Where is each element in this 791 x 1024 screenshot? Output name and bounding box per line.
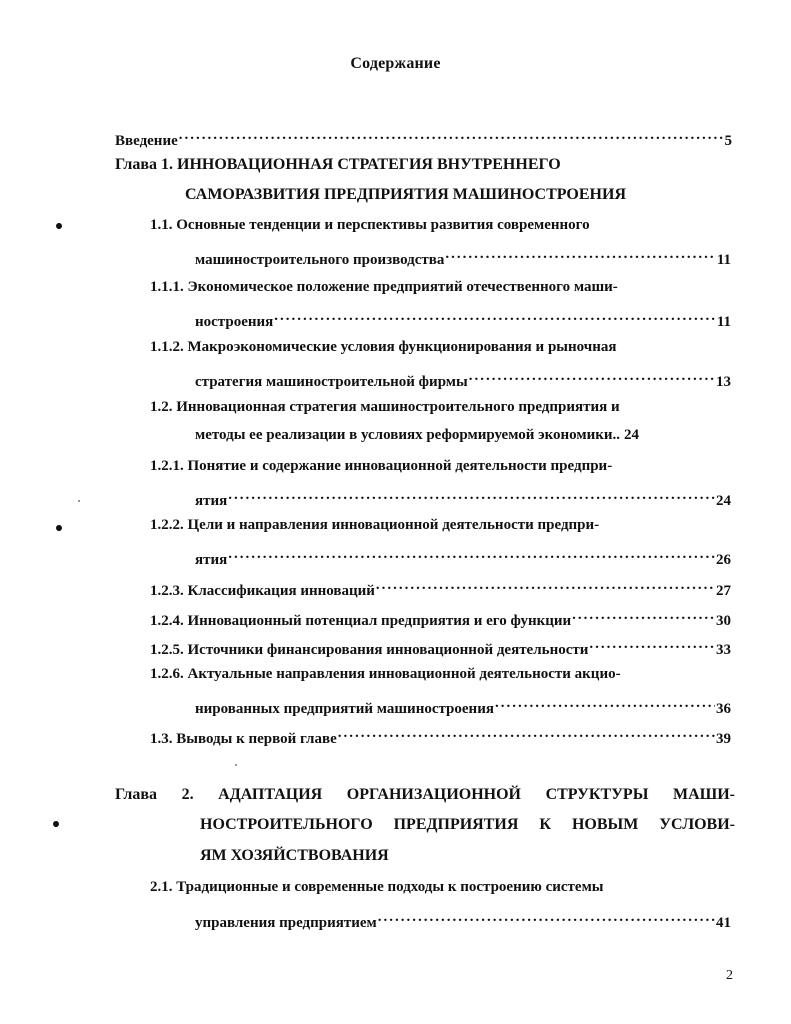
toc-entry-page: 5 [724, 133, 732, 149]
toc-entry-page: 13 [716, 374, 731, 390]
toc-leader-dots [338, 723, 715, 743]
toc-entry-2-1 [195, 907, 731, 933]
toc-entry-page: 33 [716, 642, 731, 658]
toc-entry-page: 30 [716, 613, 731, 629]
toc-entry-label: машиностроительного производства [195, 252, 445, 268]
toc-leader-dots [228, 485, 715, 505]
toc-entry-1-2-5 [150, 634, 731, 660]
toc-entry-label: ятия [195, 493, 228, 509]
toc-entry-label: 1.2.3. Классификация инноваций [150, 583, 375, 599]
toc-entry-1-2-line-1: 1.2. Инновационная стратегия машиностроительного предприятия и [150, 399, 620, 415]
toc-entry-label: Введение [115, 133, 178, 149]
toc-entry-1-1-2-line-1: 1.1.2. Макроэкономические условия функционирования и рыночная [150, 339, 617, 355]
toc-entry-1-2-3 [150, 575, 731, 601]
toc-entry-1-1-2 [195, 366, 731, 392]
toc-entry-label: 1.2.5. Источники финансирования инновационной деятельности [150, 642, 589, 658]
toc-leader-dots [179, 125, 724, 145]
toc-entry-1-1-1 [195, 306, 731, 332]
toc-entry-page: 27 [716, 583, 731, 599]
toc-entry-page: 41 [716, 915, 731, 931]
toc-entry-label: методы ее реализации в условиях реформируемой экономики.. [195, 427, 621, 443]
chapter-2-heading-line-2: НОСТРОИТЕЛЬНОГО ПРЕДПРИЯТИЯ К НОВЫМ УСЛОВИ- [200, 816, 735, 833]
page-number: 2 [726, 968, 733, 983]
toc-leader-dots [274, 306, 716, 326]
binding-hole-mark [55, 222, 63, 230]
toc-entry-label: стратегия машиностроительной фирмы [195, 374, 468, 390]
toc-entry-label: ностроения [195, 314, 274, 330]
toc-entry-1-1 [195, 244, 731, 270]
toc-leader-dots [495, 693, 715, 713]
toc-entry-1-2-2-line-1: 1.2.2. Цели и направления инновационной деятельности предпри- [150, 517, 600, 533]
toc-leader-dots [378, 907, 715, 927]
toc-leader-dots [445, 244, 715, 264]
toc-entry-page: 11 [716, 314, 731, 330]
toc-entry-page: 36 [716, 701, 731, 717]
toc-leader-dots [376, 575, 715, 595]
toc-entry-1-2-2 [195, 544, 731, 570]
binding-hole-mark [52, 820, 60, 828]
toc-leader-dots [469, 366, 715, 386]
toc-entry-label: 1.2.4. Инновационный потенциал предприятия и его функции [150, 613, 572, 629]
scan-speck [78, 500, 80, 502]
toc-leader-dots [228, 544, 715, 564]
toc-entry-1-1-1-line-1: 1.1.1. Экономическое положение предприятий отечественного маши- [150, 279, 618, 295]
toc-entry-1-2-6 [195, 693, 731, 719]
toc-entry-page: 24 [716, 493, 731, 509]
toc-entry-1-2-1 [195, 485, 731, 511]
toc-entry-page: 39 [716, 731, 731, 747]
toc-leader-dots [589, 634, 715, 654]
toc-entry-label: нированных предприятий машиностроения [195, 701, 494, 717]
toc-entry-1-2-1-line-1: 1.2.1. Понятие и содержание инновационной деятельности предпри- [150, 458, 613, 474]
chapter-1-heading-line-1: Глава 1. ИННОВАЦИОННАЯ СТРАТЕГИЯ ВНУТРЕННЕГО [115, 156, 561, 173]
scan-speck [235, 764, 237, 766]
toc-entry-label: управления предприятием [195, 915, 377, 931]
toc-entry-page: 24 [624, 427, 640, 443]
page-title: Содержание [350, 55, 441, 72]
toc-entry-label: ятия [195, 552, 228, 568]
binding-hole-mark [55, 524, 63, 532]
chapter-1-heading-line-2: САМОРАЗВИТИЯ ПРЕДПРИЯТИЯ МАШИНОСТРОЕНИЯ [185, 186, 626, 203]
toc-entry-1-1-line-1: 1.1. Основные тенденции и перспективы развития современного [150, 217, 590, 233]
toc-entry-introduction [115, 125, 732, 151]
toc-entry-1-2-4 [150, 605, 731, 631]
chapter-2-heading-line-3: ЯМ ХОЗЯЙСТВОВАНИЯ [200, 847, 389, 864]
chapter-2-heading-line-1: Глава 2. АДАПТАЦИЯ ОРГАНИЗАЦИОННОЙ СТРУКТУРЫ МАШИ- [115, 786, 735, 803]
toc-entry-label: 1.3. Выводы к первой главе [150, 731, 337, 747]
toc-entry-1-2 [195, 425, 735, 445]
toc-entry-1-2-6-line-1: 1.2.6. Актуальные направления инновационной деятельности акцио- [150, 666, 621, 682]
toc-entry-page: 11 [716, 252, 731, 268]
toc-entry-2-1-line-1: 2.1. Традиционные и современные подходы к построению системы [150, 879, 604, 895]
toc-entry-1-3 [150, 723, 731, 749]
toc-entry-page: 26 [716, 552, 731, 568]
toc-leader-dots [572, 605, 715, 625]
